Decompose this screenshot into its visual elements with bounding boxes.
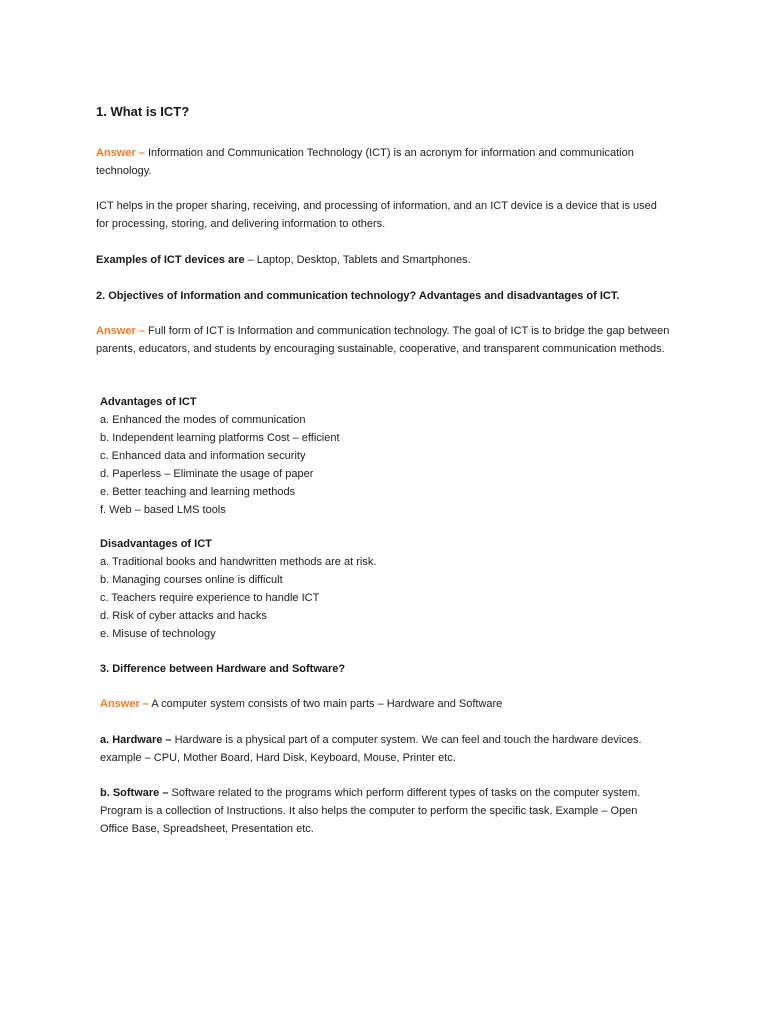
question-2-answer [96,322,671,358]
question-2-title: 2. Objectives of Information and communication technology? Advantages and disadvantages of ICT. [96,290,620,302]
answer-text: Information and Communication Technology (ICT) is an acronym for information and communication technology. [96,147,634,177]
list-item: e. Better teaching and learning methods [100,486,296,498]
answer-text: A computer system consists of two main parts – Hardware and Software [148,698,503,710]
question-3-answer [100,695,675,713]
answer-text: Full form of ICT is Information and communication technology. The goal of ICT is to bridge the gap between parents, educators, and students by encouraging sustainable, cooperative, and transparent communication methods. [96,325,670,355]
list-item: a. Traditional books and handwritten methods are at risk. [100,556,377,568]
examples-text: – Laptop, Desktop, Tablets and Smartphones. [244,254,471,266]
list-item: d. Risk of cyber attacks and hacks [100,610,267,622]
software-text: Software related to the programs which perform different types of tasks on the computer system. Program is a collection of Instructions. It also helps the computer to perform the specific task. Example – Open Office Base, Spreadsheet, Presentation etc. [100,787,641,835]
question-1-title: 1. What is ICT? [96,104,190,119]
software-label: b. Software – [100,787,169,799]
question-1-answer [96,144,671,180]
list-item: a. Enhanced the modes of communication [100,414,306,426]
advantages-title: Advantages of ICT [100,396,197,408]
hardware-paragraph [100,731,665,767]
list-item: f. Web – based LMS tools [100,504,226,516]
answer-label: Answer – [100,698,149,710]
list-item: e. Misuse of technology [100,628,216,640]
examples-label: Examples of ICT devices are [96,254,245,266]
question-1-examples [96,251,671,269]
list-item: b. Managing courses online is difficult [100,574,283,586]
software-paragraph [100,784,665,838]
advantages-list [100,393,675,519]
list-item: b. Independent learning platforms Cost – efficient [100,432,340,444]
list-item: c. Enhanced data and information security [100,450,306,462]
question-3-title: 3. Difference between Hardware and Software? [100,663,346,675]
question-1-paragraph: ICT helps in the proper sharing, receiving, and processing of information, and an ICT device is a device that is used for processing, storing, and delivering information to others. [96,200,657,230]
hardware-label: a. Hardware – [100,734,172,746]
disadvantages-list [100,535,675,643]
answer-label: Answer – [96,325,145,337]
answer-label: Answer – [96,147,145,159]
disadvantages-title: Disadvantages of ICT [100,538,212,550]
list-item: c. Teachers require experience to handle ICT [100,592,320,604]
list-item: d. Paperless – Eliminate the usage of paper [100,468,314,480]
hardware-text: Hardware is a physical part of a computer system. We can feel and touch the hardware devices. example – CPU, Mother Board, Hard Disk, Keyboard, Mouse, Printer etc. [100,734,642,764]
